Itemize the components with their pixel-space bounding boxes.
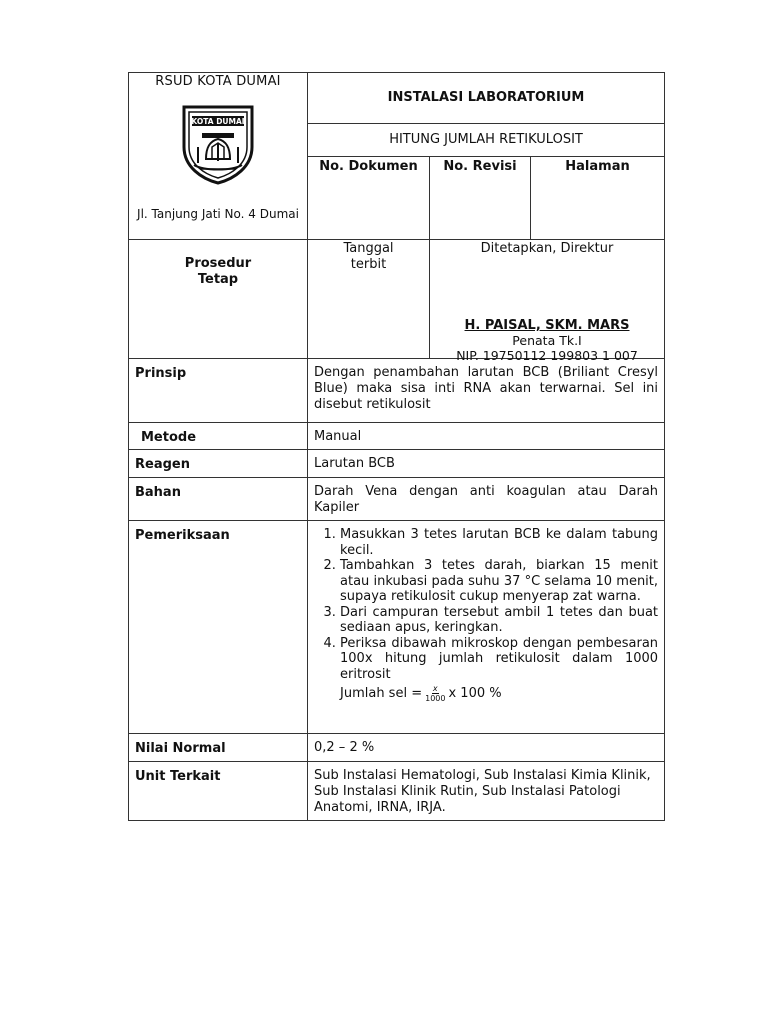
formula-fraction [425,684,445,703]
pemeriksaan-value [308,521,665,734]
nilai-normal-value: 0,2 – 2 % [308,734,665,762]
prinsip-label: Prinsip [129,359,308,423]
protap-label [129,240,308,359]
step-item: 2. Tambahkan 3 tetes darah, biarkan 15 menit atau inkubasi pada suhu 37 °C selama 10 menit, supaya retikulosit cukup menyerap zat warna. [340,558,658,605]
reagen-label: Reagen [129,450,308,478]
calculation-formula [314,684,658,703]
director-rank: Penata Tk.I [512,333,582,348]
prinsip-value: Dengan penambahan larutan BCB (Briliant Cresyl Blue) maka sisa inti RNA akan terwarnai. Sel ini disebut retikulosit [308,359,665,423]
step-item: 3. Dari campuran tersebut ambil 1 tetes dan buat sediaan apus, keringkan. [340,605,658,636]
bahan-label: Bahan [129,478,308,521]
step-item: 1. Masukkan 3 tetes larutan BCB ke dalam tabung kecil. [340,527,658,558]
nilai-normal-label: Nilai Normal [129,734,308,762]
formula-prefix: Jumlah sel = [340,685,423,701]
director-nip: NIP. 19750112 199803 1 007 [456,348,638,363]
hospital-name: RSUD KOTA DUMAI [155,74,281,89]
hospital-identity-cell [129,73,308,240]
sop-document-table [128,72,665,821]
protap-text: Prosedur Tetap [184,256,252,287]
step-item: 4. Periksa dibawah mikroskop dengan pembesaran 100x hitung jumlah retikulosit dalam 1000 eritrosit [340,636,658,683]
metode-label: Metode [129,423,308,450]
issue-date-cell [308,240,430,359]
issue-date-label: Tanggal terbit [343,241,394,272]
unit-terkait-label: Unit Terkait [129,762,308,821]
document-title: HITUNG JUMLAH RETIKULOSIT [308,124,665,157]
hospital-address: Jl. Tanjung Jati No. 4 Dumai [137,207,299,221]
logo-text: KOTA DUMAI [191,117,245,126]
unit-terkait-value: Sub Instalasi Hematologi, Sub Instalasi Kimia Klinik, Sub Instalasi Klinik Rutin, Sub Instalasi Patologi Anatomi, IRNA, IRJA. [308,762,665,821]
formula-numerator: x [432,684,438,693]
reagen-value: Larutan BCB [308,450,665,478]
director-name: H. PAISAL, SKM. MARS [464,318,630,333]
revision-header: No. Revisi [430,157,531,240]
formula-denominator: 1000 [425,694,446,703]
bahan-value: Darah Vena dengan anti koagulan atau Darah Kapiler [308,478,665,521]
hospital-logo [178,103,258,185]
approval-cell [430,240,665,363]
approval-title: Ditetapkan, Direktur [480,241,614,256]
page-header: Halaman [531,157,665,240]
metode-value: Manual [308,423,665,450]
doc-number-header: No. Dokumen [308,157,430,240]
procedure-steps [314,527,658,682]
unit-title: INSTALASI LABORATORIUM [308,73,665,124]
formula-suffix: x 100 % [448,685,502,701]
pemeriksaan-label: Pemeriksaan [129,521,308,734]
